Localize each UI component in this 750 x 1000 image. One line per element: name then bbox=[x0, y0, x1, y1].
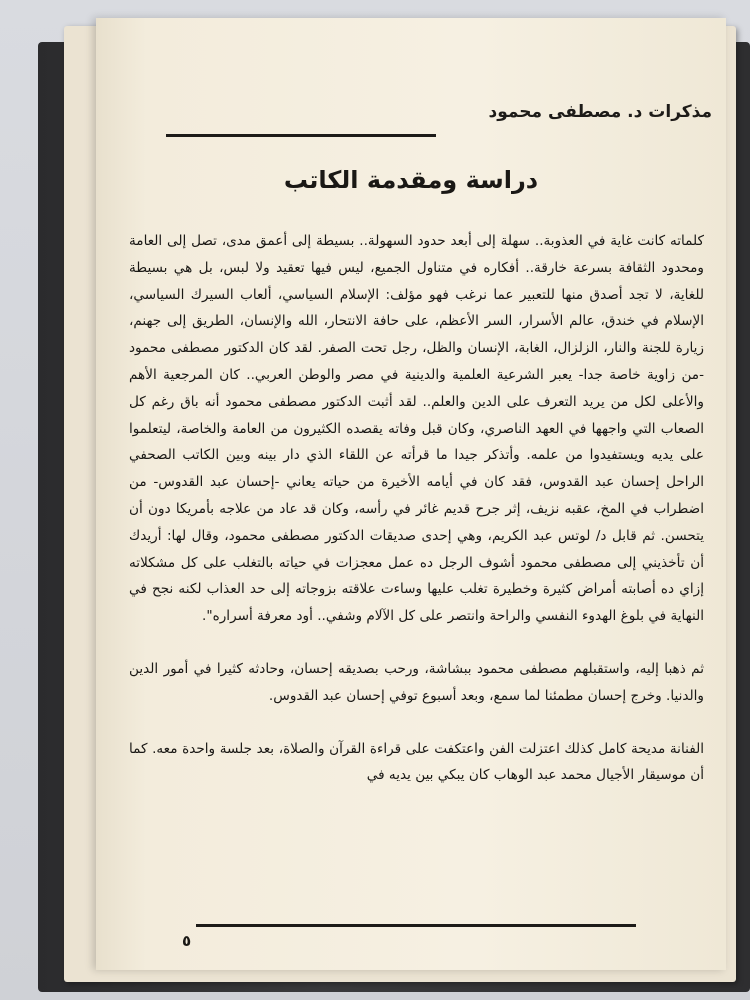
footer-rule bbox=[196, 924, 636, 927]
chapter-title: دراسة ومقدمة الكاتب bbox=[283, 166, 539, 194]
running-header: مذكرات د. مصطفى محمود bbox=[488, 102, 712, 122]
paragraph: الفنانة مديحة كامل كذلك اعتزلت الفن واعتكفت على قراءة القرآن والصلاة، بعد جلسة واحدة معه. كما أن موسيقار الأجيال محمد عبد الوهاب كان يبكي بين يديه في bbox=[129, 740, 704, 784]
page-number: ٥ bbox=[182, 932, 192, 950]
header-rule bbox=[166, 134, 436, 137]
book-page bbox=[96, 18, 726, 970]
paragraph: ثم ذهبا إليه، واستقبلهم مصطفى محمود ببشاشة، ورحب بصديقه إحسان، وحادثه كثيرا في أمور الدين والدنيا. وخرج إحسان مطمئنا لما سمع، وبعد أسبوع توفي إحسان عبد القدوس. bbox=[129, 660, 704, 704]
body-text bbox=[129, 228, 704, 815]
paragraph: كلماته كانت غاية في العذوبة.. سهلة إلى أبعد حدود السهولة.. بسيطة إلى أعمق مدى، تصل إلى العامة ومحدود الثقافة بسرعة خارقة.. أفكاره في متناول الجميع، ليس فيها تعقيد ولا لبس، بل هي بسيطة للغاية، لا تجد أصدق منها للتعبير عما نرغب فهو مؤلف: الإسلام السياسي، ألعاب السيرك السياسي، الإسلام في خندق، عالم الأسرار، السر الأعظم، على حافة الانتحار، الله والإنسان، الطريق إلى جهنم، زيارة للجنة والنار، الزلزال، الغابة، الإنسان والظل، رجل تحت الصفر. لقد كان الدكتور مصطفى محمود -من زاوية خاصة جدا- يعبر الشرعية العلمية والدينية في مصر والوطن العربي.. كان المرجعية الأهم والأعلى لكل من يريد التعرف على الدين والعلم.. لقد أثبت الدكتور مصطفى محمود أنه باق رغم كل الصعاب التي واجهها في العهد الناصري، وكان قبل وفاته يقصده الكثيرون من العامة والخاصة، ليتعلموا على يديه ويستفيدوا من علمه. وأتذكر جيدا ما قرأته عن اللقاء الذي دار بينه وبين الكاتب الصحفي الراحل إحسان عبد القدوس، فقد كان في أيامه الأخيرة من حياته يعاني -إحسان عبد القدوس- من اضطراب في المخ، عقبه نزيف، إثر جرح قديم غائر في رأسه، وكان قد عاد من علاجه بأمريكا دون أن يتحسن. ثم قابل د/ لوتس عبد الكريم، وهي إحدى صديقات الدكتور مصطفى محمود، وقال لها: أريدك أن تأخذيني إلى مصطفى محمود أشوف الرجل ده عمل معجزات في حياته بالتغلب على كل مشكلاته إزاي ده أصابته أمراض كثيرة وخطيرة تغلب عليها وساءت علاقته بزوجاته إلى حد العذاب لكنه نجح في النهاية في بلوغ الهدوء النفسي والراحة وانتصر على كل الآلام وشفي.. أود معرفة أسراره". bbox=[129, 233, 704, 625]
